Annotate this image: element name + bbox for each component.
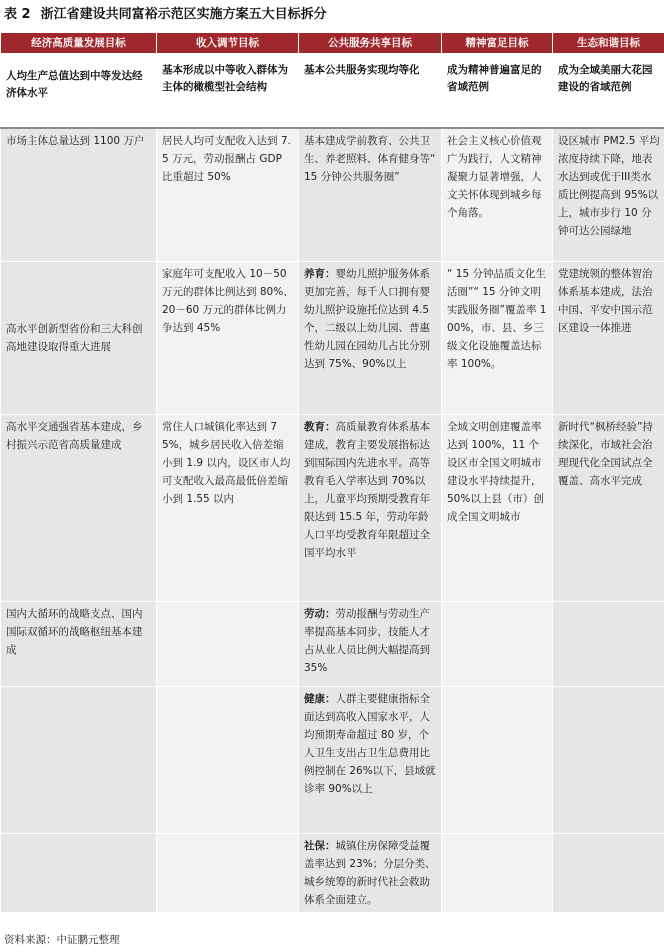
public-label: 教育： bbox=[304, 421, 336, 433]
public-text: 城镇住房保障受益覆盖率达到 23%；分层分类、城乡统筹的新时代社会救助体系全面建立。 bbox=[304, 840, 436, 906]
public-cell bbox=[299, 262, 442, 415]
public-label: 健康： bbox=[304, 693, 336, 705]
spirit-cell: “ 15 分钟品质文化生活圈”“ 15 分钟文明实践服务圈”覆盖率 100%，市、县、乡三级文化设施覆盖达标率 100%。 bbox=[442, 262, 553, 415]
income-cell: 家庭年可支配收入 10－50 万元的群体比例达到 80%、20－60 万元的群体比例力争达到 45% bbox=[157, 262, 299, 415]
econ-cell: 高水平创新型省份和三大科创高地建设取得重大进展 bbox=[1, 262, 157, 415]
public-text: 人群主要健康指标全面达到高收入国家水平，人均预期寿命超过 80 岁，个人卫生支出占卫生总费用比例控制在 26%以下，县域就诊率 90%以上 bbox=[304, 693, 436, 795]
table-row bbox=[1, 834, 664, 913]
goal-row bbox=[1, 54, 664, 129]
public-cell bbox=[299, 415, 442, 602]
eco-cell bbox=[553, 687, 664, 834]
goal-cell: 基本公共服务实现均等化 bbox=[299, 54, 442, 129]
table-row bbox=[1, 128, 664, 262]
goals-table bbox=[0, 32, 664, 913]
spirit-cell bbox=[442, 834, 553, 913]
income-cell bbox=[157, 687, 299, 834]
table-title bbox=[4, 4, 327, 26]
spirit-cell bbox=[442, 602, 553, 687]
table-row bbox=[1, 262, 664, 415]
econ-cell bbox=[1, 834, 157, 913]
table-number: 表 2 bbox=[4, 7, 31, 22]
eco-cell bbox=[553, 602, 664, 687]
spirit-cell: 全域文明创建覆盖率达到 100%，11 个设区市全国文明城市建设水平持续提升，50%以上县（市）创成全国文明城市 bbox=[442, 415, 553, 602]
public-cell bbox=[299, 128, 442, 262]
public-text: 劳动报酬与劳动生产率提高基本同步，技能人才占从业人员比例大幅提高到 35% bbox=[304, 608, 430, 674]
table-row bbox=[1, 602, 664, 687]
header-cell: 经济高质量发展目标 bbox=[1, 33, 157, 54]
income-cell bbox=[157, 602, 299, 687]
econ-cell: 国内大循环的战略支点、国内国际双循环的战略枢纽基本建成 bbox=[1, 602, 157, 687]
source-note: 资料来源：中证鹏元整理 bbox=[4, 934, 120, 946]
eco-cell bbox=[553, 834, 664, 913]
eco-cell: 党建统领的整体智治体系基本建成，法治中国、平安中国示范区建设一体推进 bbox=[553, 262, 664, 415]
header-cell: 收入调节目标 bbox=[157, 33, 299, 54]
econ-cell: 市场主体总量达到 1100 万户 bbox=[1, 128, 157, 262]
goal-cell: 人均生产总值达到中等发达经济体水平 bbox=[1, 54, 157, 129]
table-row bbox=[1, 687, 664, 834]
table-row bbox=[1, 415, 664, 602]
income-cell bbox=[157, 834, 299, 913]
income-cell: 居民人均可支配收入达到 7.5 万元，劳动报酬占 GDP 比重超过 50% bbox=[157, 128, 299, 262]
eco-cell: 新时代“枫桥经验”持续深化，市域社会治理现代化全国试点全覆盖、高水平完成 bbox=[553, 415, 664, 602]
econ-cell: 高水平交通强省基本建成，乡村振兴示范省高质量建成 bbox=[1, 415, 157, 602]
public-cell bbox=[299, 687, 442, 834]
public-cell bbox=[299, 834, 442, 913]
goal-cell: 成为精神普遍富足的省域范例 bbox=[442, 54, 553, 129]
income-cell: 常住人口城镇化率达到 75%，城乡居民收入倍差缩小到 1.9 以内，设区市人均可支配收入最高最低倍差缩小到 1.55 以内 bbox=[157, 415, 299, 602]
spirit-cell bbox=[442, 687, 553, 834]
goal-cell: 基本形成以中等收入群体为主体的橄榄型社会结构 bbox=[157, 54, 299, 129]
econ-cell bbox=[1, 687, 157, 834]
public-text: 基本建成学前教育、公共卫生、养老照料、体育健身等“ 15 分钟公共服务圈” bbox=[304, 135, 436, 183]
table-title-text: 浙江省建设共同富裕示范区实施方案五大目标拆分 bbox=[40, 7, 327, 22]
public-label: 社保： bbox=[304, 840, 336, 852]
spirit-cell: 社会主义核心价值观广为践行，人文精神凝聚力显著增强，人文关怀体现到城乡每个角落。 bbox=[442, 128, 553, 262]
header-row bbox=[1, 33, 664, 54]
header-cell: 生态和谐目标 bbox=[553, 33, 664, 54]
public-text: 婴幼儿照护服务体系更加完善，每千人口拥有婴幼儿照护设施托位达到 4.5 个，二级以上幼儿园、普惠性幼儿园在园幼儿占比分别达到 75%、90%以上 bbox=[304, 268, 430, 370]
public-cell bbox=[299, 602, 442, 687]
public-label: 劳动： bbox=[304, 608, 336, 620]
header-cell: 公共服务共享目标 bbox=[299, 33, 442, 54]
public-text: 高质量教育体系基本建成，教育主要发展指标达到国际国内先进水平。高等教育毛入学率达到 70%以上，儿童平均预期受教育年限达到 15.5 年，劳动年龄人口平均受教育年限超过全国平均水平 bbox=[304, 421, 430, 559]
goal-cell: 成为全域美丽大花园建设的省域范例 bbox=[553, 54, 664, 129]
eco-cell: 设区城市 PM2.5 平均浓度持续下降，地表水达到或优于III类水质比例提高到 95%以上，城市步行 10 分钟可达公园绿地 bbox=[553, 128, 664, 262]
public-label: 养育： bbox=[304, 268, 336, 280]
header-cell: 精神富足目标 bbox=[442, 33, 553, 54]
